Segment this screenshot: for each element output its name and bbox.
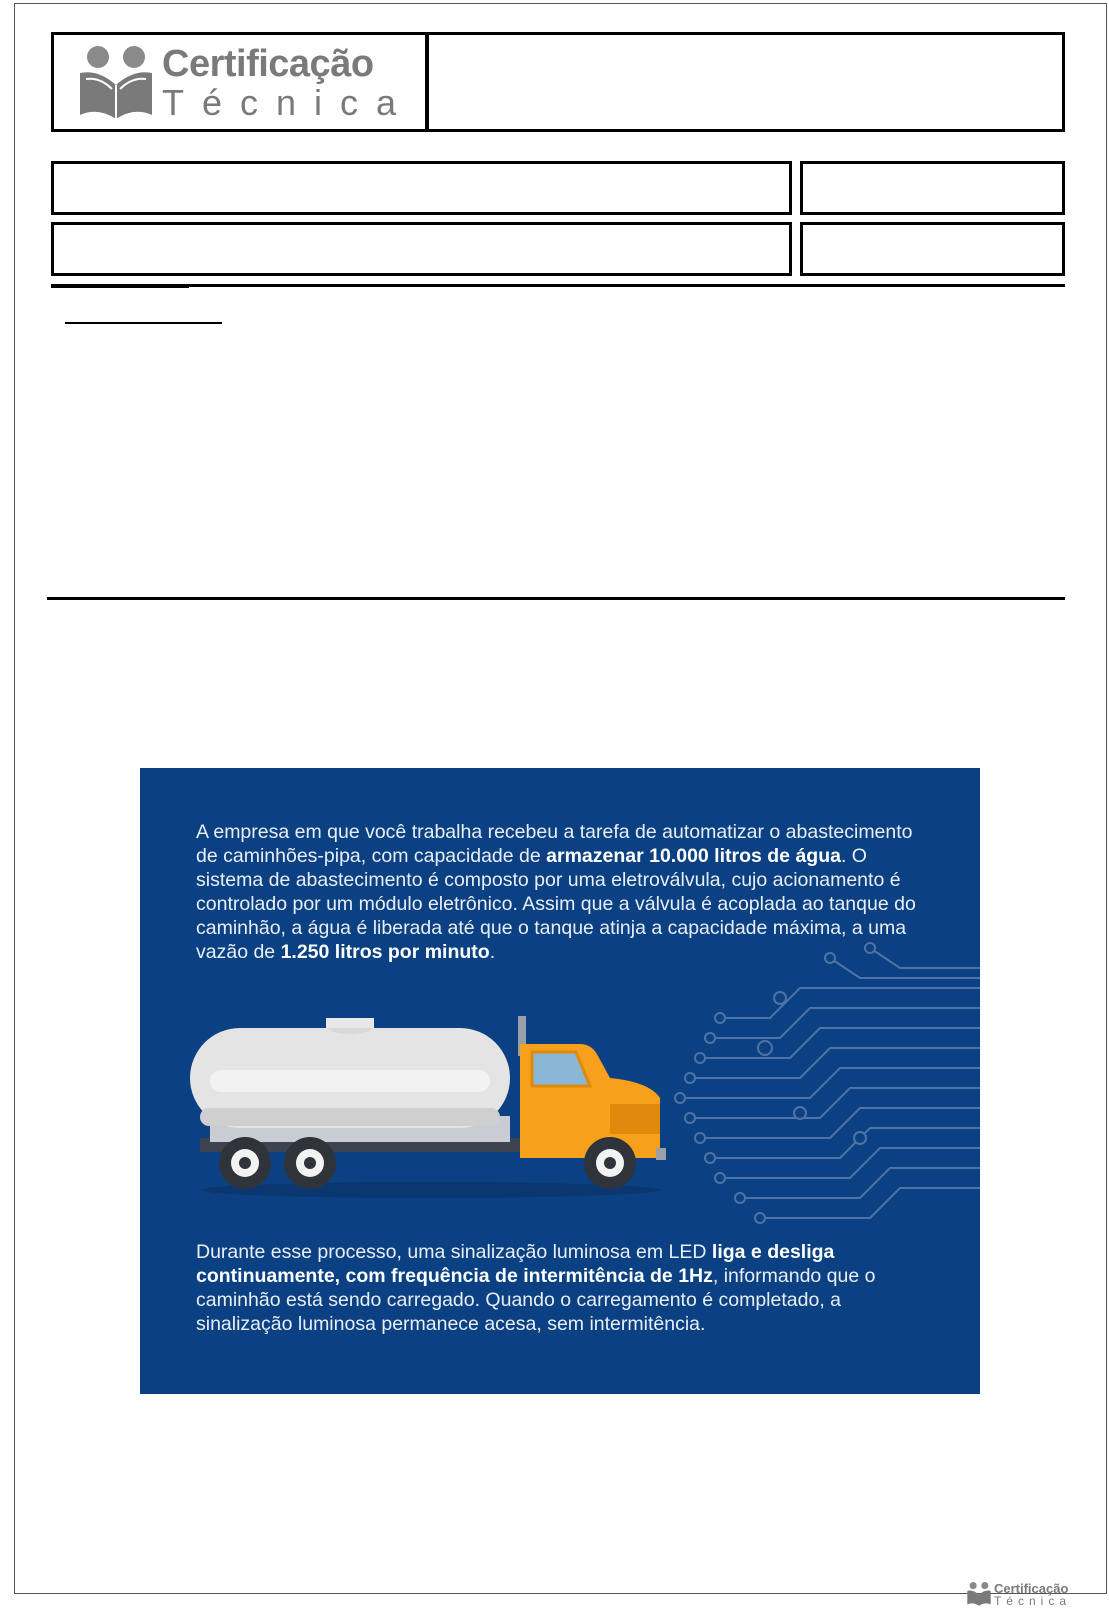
circuit-lines-decoration	[660, 938, 980, 1238]
problem-paragraph-2	[196, 1240, 936, 1336]
readers-logo-icon	[76, 45, 156, 121]
info-field-1	[51, 161, 792, 215]
info-field-2	[800, 161, 1065, 215]
p2-segment: Durante esse processo, uma sinalização luminosa em LED	[196, 1241, 712, 1263]
info-field-4	[800, 222, 1065, 276]
p1-segment: A empresa em que você trabalha recebeu a tarefa de automatizar o abastecimento de caminhões-pipa, com capacidade de	[196, 821, 913, 867]
divider-top	[51, 284, 1065, 287]
footer-readers-logo-icon	[966, 1581, 992, 1607]
p1-segment: .	[489, 941, 496, 963]
footer-logo-line-1: Certificação	[993, 1580, 1069, 1596]
footer-logo-line-2: Técnica	[993, 1593, 1071, 1608]
p2-segment: liga e desliga continuamente, com frequência de intermitência de 1Hz	[196, 1241, 835, 1287]
logo-line-1: Certificação	[162, 43, 374, 85]
p2-segment: , informando que o caminhão está sendo carregado. Quando o carregamento é completado, a sinalização luminosa permanece acesa, sem intermitência.	[196, 1265, 876, 1335]
brand-logo	[76, 45, 414, 121]
divider-accent	[51, 285, 189, 288]
problem-statement-panel	[140, 768, 980, 1394]
footer-logo	[966, 1581, 1071, 1607]
header-title-box	[426, 32, 1065, 132]
logo-line-2: Técnica	[162, 82, 415, 123]
header-logo-box	[51, 32, 428, 132]
divider-middle	[47, 597, 1065, 600]
info-field-3	[51, 222, 792, 276]
section-underline	[65, 322, 222, 324]
p1-segment: . O sistema de abastecimento é composto por uma eletroválvula, cujo acionamento é controlado por um módulo eletrônico. Assim que a válvula é acoplada ao tanque do caminhão, a água é liberada até que o tanque atinja a capacidade máxima, a uma vazão de	[196, 845, 916, 963]
p1-segment: 1.250 litros por minuto	[280, 941, 490, 963]
p1-segment: armazenar 10.000 litros de água	[546, 845, 841, 867]
water-truck-illustration	[190, 1008, 690, 1208]
